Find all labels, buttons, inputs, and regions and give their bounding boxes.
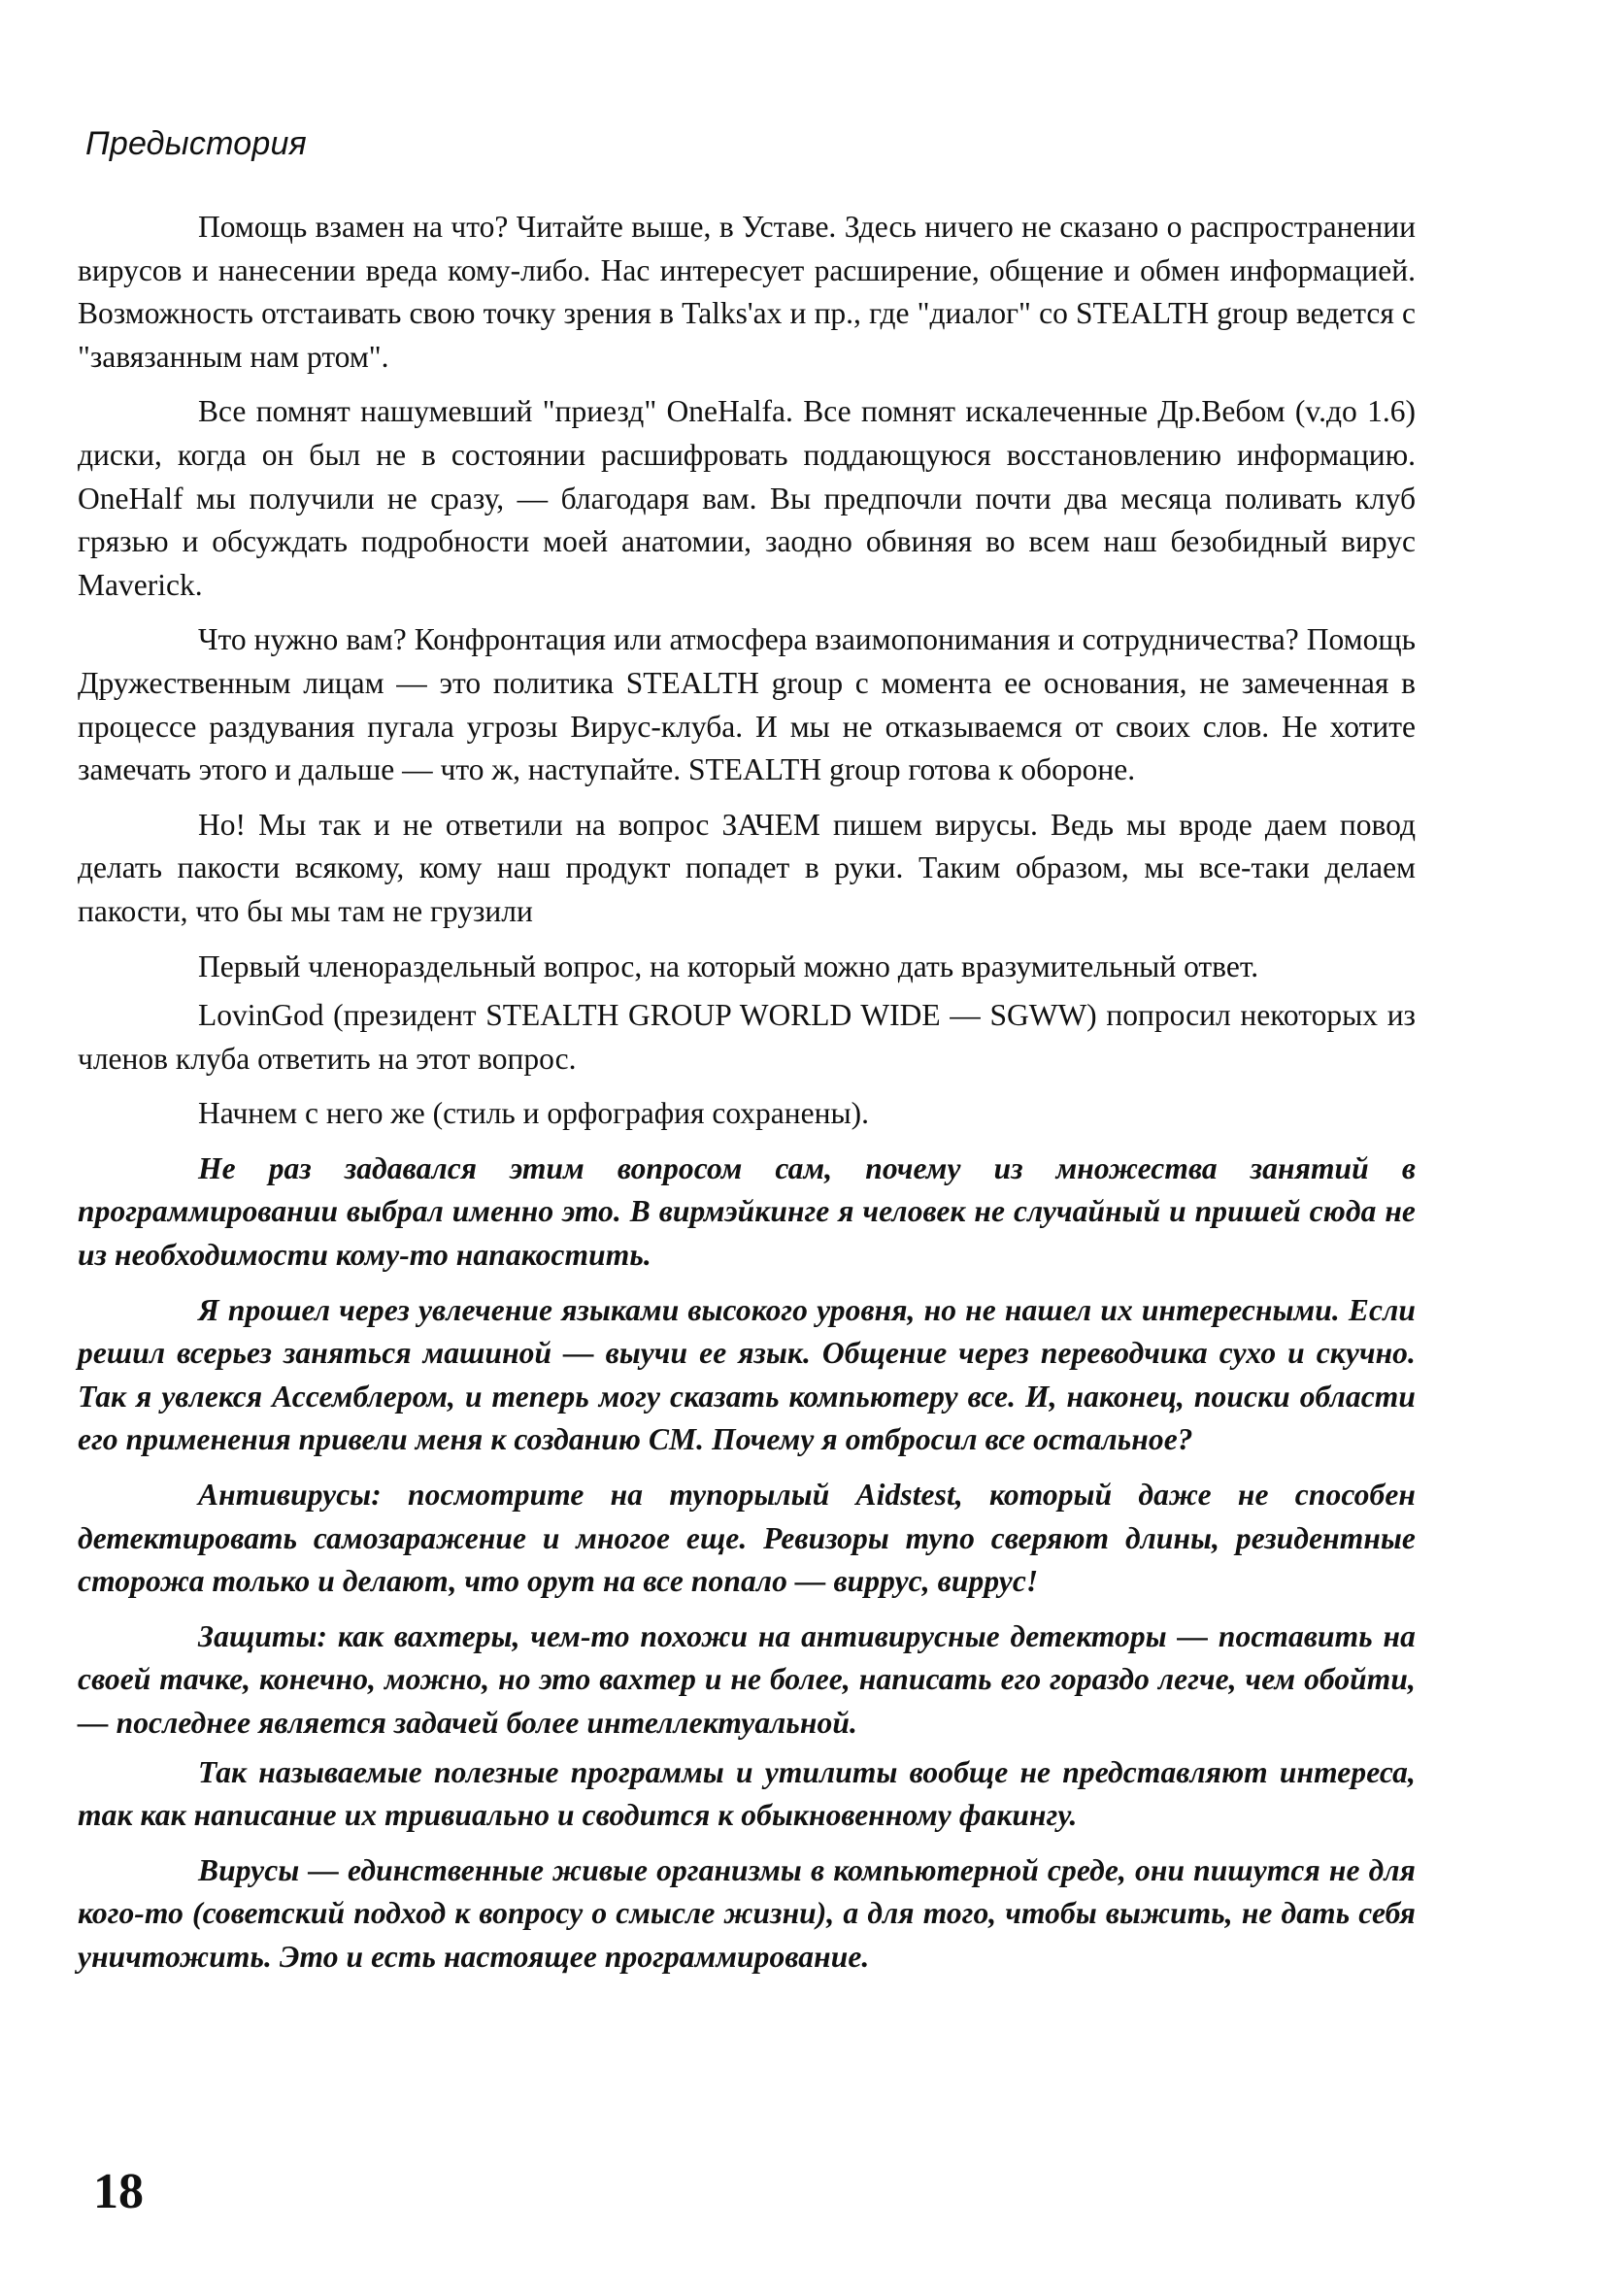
quote-paragraph-2: Я прошел через увлечение языками высокого уровня, но не нашел их интересными. Если решил всерьез заняться машиной — выучи ее язык. Общение через переводчика сухо и скучно. Так я увлекся Ассемблером, и теперь могу сказать компьютеру все. И, наконец, поиски области его применения привели меня к созданию СМ. Почему я отбросил все остальное?	[78, 1292, 1416, 1457]
quote-paragraph-5: Так называемые полезные программы и утилиты вообще не представляют интереса, так как написание их тривиально и сводится к обыкновенному факингу.	[78, 1754, 1416, 1833]
quote-paragraph-1: Не раз задавался этим вопросом сам, почему из множества занятий в программировании выбрал именно это. В вирмэйкинге я человек не случайный и пришей сюда не из необходимости кому-то напакостить.	[78, 1150, 1416, 1273]
quote-paragraph-3: Антивирусы: посмотрите на тупорылый Aidstest, который даже не способен детектировать самозаражение и многое еще. Ревизоры тупо сверяют длины, резидентные сторожа только и делают, что орут на все попало — виррус, виррус!	[78, 1478, 1416, 1599]
paragraph-4: Но! Мы так и не ответили на вопрос ЗАЧЕМ пишем вирусы. Ведь мы вроде даем повод делать пакости всякому, кому наш продукт попадет в руки. Таким образом, мы все-таки делаем пакости, что бы мы там не грузили	[78, 807, 1416, 928]
paragraph-3: Что нужно вам? Конфронтация или атмосфера взаимопонимания и сотрудничества? Помощь Дружественным лицам — это политика STEALTH group с момента ее основания, не замеченная в процессе раздувания пугала угрозы Вирус-клуба. И мы не отказываемся от своих слов. Не хотите замечать этого и дальше — что ж, наступайте. STEALTH group готова к обороне.	[78, 622, 1416, 787]
quote-paragraph-6: Вирусы — единственные живые организмы в компьютерной среде, они пишутся не для кого-то (советский подход к вопросу о смысле жизни), а для того, чтобы выжить, не дать себя уничтожить. Это и есть настоящее программирование.	[78, 1852, 1416, 1974]
paragraph-7: Начнем с него же (стиль и орфография сохранены).	[198, 1096, 870, 1131]
page-number: 18	[93, 2164, 144, 2219]
paragraph-5: Первый членораздельный вопрос, на который можно дать вразумительный ответ.	[198, 948, 1259, 983]
quote-paragraph-4: Защиты: как вахтеры, чем-то похожи на антивирусные детекторы — поставить на своей тачке, конечно, можно, но это вахтер и не более, написать его гораздо легче, чем обойти, — последнее является задачей более интеллектуальной.	[78, 1618, 1416, 1740]
section-title: Предыстория	[85, 125, 307, 162]
paragraph-2: Все помнят нашумевший "приезд" OneHalfa. Все помнят искалеченные Др.Вебом (v.до 1.6) диски, когда он был не в состоянии расшифровать поддающуюся восстановлению информацию. OneHalf мы получили не сразу, — благодаря вам. Вы предпочли почти два месяца поливать клуб грязью и обсуждать подробности моей анатомии, заодно обвиняя во всем наш безобидный вирус Maverick.	[78, 394, 1416, 602]
paragraph-6: LovinGod (президент STEALTH GROUP WORLD WIDE — SGWW) попросил некоторых из членов клуба ответить на этот вопрос.	[78, 998, 1416, 1076]
page-body	[78, 206, 1416, 1991]
paragraph-1: Помощь взамен на что? Читайте выше, в Уставе. Здесь ничего не сказано о распространении вирусов и нанесении вреда кому-либо. Нас интересует расширение, общение и обмен информацией. Возможность отстаивать свою точку зрения в Talks'ах и пр., где "диалог" со STEALTH group ведется с "завязанным нам ртом".	[78, 210, 1416, 374]
